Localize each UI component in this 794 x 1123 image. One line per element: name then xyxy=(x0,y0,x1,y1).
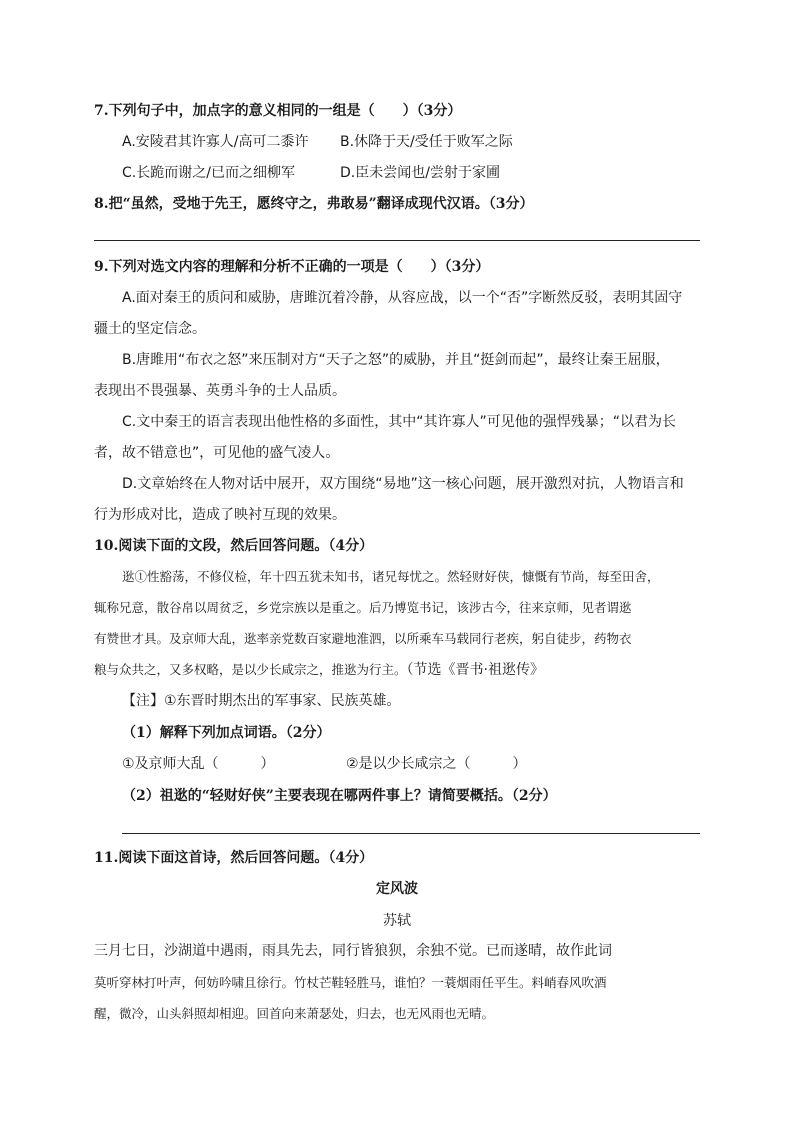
q7-option-b: B.休降于天/受任于败军之际 xyxy=(340,134,513,150)
q7-option-d: D.臣未尝闻也/尝射于家圃 xyxy=(340,165,500,181)
poem-preface: 三月七日，沙湖道中遇雨，雨具先去，同行皆狼狈，余独不觉。已而遂晴，故作此词 xyxy=(94,943,612,959)
q9-option-c-line1: C.文中秦王的语言表现出他性格的多面性，其中“其许寡人”可见他的强悍残暴；“以君为长 xyxy=(122,414,676,430)
q7-stem: 7.下列句子中，加点字的意义相同的一组是（ ）（3分） xyxy=(94,103,462,119)
q11-stem: 11.阅读下面这首诗，然后回答问题。（4分） xyxy=(94,850,374,866)
q10-stem: 10.阅读下面的文段，然后回答问题。（4分） xyxy=(94,538,374,554)
q10-sub1-item1: ①及京师大乱（ ） xyxy=(122,756,275,772)
q7-option-c: C.长跪而谢之/已而之细柳军 xyxy=(122,165,295,181)
q9-option-c-line2: 者，故不错意也”，可见他的盛气凌人。 xyxy=(94,445,340,461)
poem-line2: 醒，微冷，山头斜照却相迎。回首向来萧瑟处，归去，也无风雨也无晴。 xyxy=(94,1006,495,1021)
q9-option-a-line2: 疆土的坚定信念。 xyxy=(94,321,206,337)
q10-passage-line2: 辄称兄意，散谷帛以周贫乏，乡党宗族以是重之。后乃博览书记，该涉古今，往来京师，见者谓逖 xyxy=(94,600,632,615)
answer-line-q10 xyxy=(122,833,700,834)
q10-passage-line1: 逖①性豁荡，不修仪检，年十四五犹未知书，诸兄每忧之。然轻财好侠，慷慨有节尚，每至田舍， xyxy=(122,569,660,584)
q10-passage-line3: 有赞世才具。及京师大乱，逖率亲党数百家避地淮泗，以所乘车马载同行老疾，躬自徒步，药物衣 xyxy=(94,631,632,646)
poem-title: 定风波 xyxy=(376,881,418,897)
q10-passage-line4 xyxy=(94,660,544,680)
q9-option-a-line1: A.面对秦王的质问和威胁，唐雎沉着冷静，从容应战，以一个“否”字断然反驳，表明其固守 xyxy=(122,290,683,306)
q9-option-d-line2: 行为形成对比，造成了映衬互现的效果。 xyxy=(94,507,346,523)
q9-stem: 9.下列对选文内容的理解和分析不正确的一项是（ ）（3分） xyxy=(94,259,490,275)
q10-passage-text: 粮与众共之，又多权略，是以少长咸宗之，推逖为行主。 xyxy=(94,662,407,677)
answer-line-q8 xyxy=(94,240,700,241)
q9-option-d-line1: D.文章始终在人物对话中展开，双方围绕“易地”这一核心问题，展开激烈对抗，人物语言和 xyxy=(122,476,684,492)
q9-option-b-line1: B.唐雎用“布衣之怒”来压制对方“天子之怒”的威胁，并且“挺剑而起”，最终让秦王屈服， xyxy=(122,352,670,368)
q10-note: 【注】①东晋时期杰出的军事家、民族英雄。 xyxy=(122,693,401,709)
q10-sub1-stem: （1）解释下列加点词语。（2分） xyxy=(122,725,331,741)
q10-sub1-item2: ②是以少长咸宗之（ ） xyxy=(346,756,527,772)
poem-author: 苏轼 xyxy=(383,913,411,929)
q9-option-b-line2: 表现出不畏强暴、英勇斗争的士人品质。 xyxy=(94,383,346,399)
q8-stem: 8.把“虽然，受地于先王，愿终守之，弗敢易”翻译成现代汉语。（3分） xyxy=(94,196,534,212)
q10-source: （节选《晋书·祖逖传》 xyxy=(406,662,544,678)
q10-sub2-stem: （2）祖逖的“轻财好侠”主要表现在哪两件事上？请简要概括。（2分） xyxy=(122,788,557,804)
poem-line1: 莫听穿林打叶声，何妨吟啸且徐行。竹杖芒鞋轻胜马，谁怕？一蓑烟雨任平生。料峭春风吹酒 xyxy=(94,975,607,990)
q7-option-a: A.安陵君其许寡人/高可二黍许 xyxy=(122,134,309,150)
